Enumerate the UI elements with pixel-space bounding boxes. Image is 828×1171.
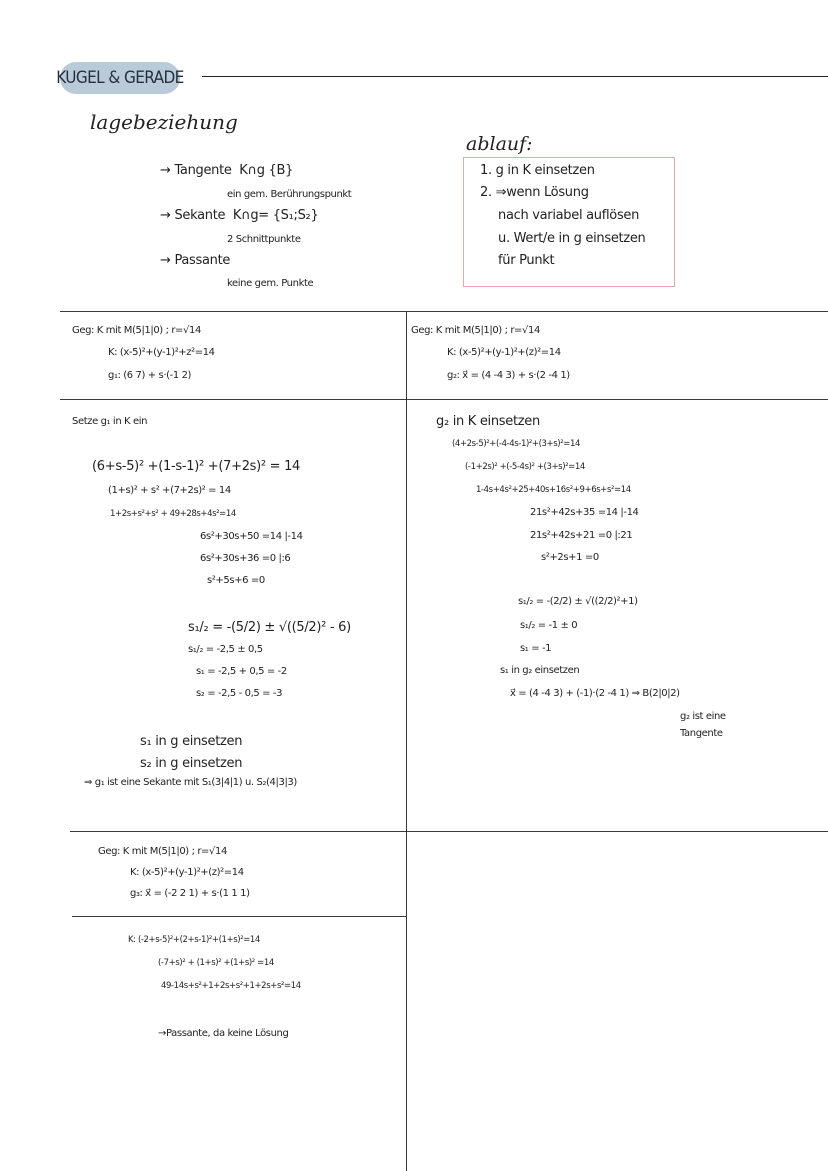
ex2-work-line-3: (-1+2s)² +(-5-4s)² +(3+s)²=14 [465, 462, 585, 472]
ex3-given-line-3: g₃: x⃗ = (-2 2 1) + s·(1 1 1) [130, 888, 250, 899]
ablauf-line-2: 2. ⇒wenn Lösung [480, 185, 589, 200]
ex1-work-line-4: 1+2s+s²+s² + 49+28s+4s²=14 [110, 509, 236, 519]
grid-divider-ex3 [72, 916, 406, 917]
ex1-work-line-3: (1+s)² + s² +(7+2s)² = 14 [108, 485, 231, 496]
ex2-work-line-11: s₁ in g₂ einsetzen [500, 665, 580, 676]
ex1-work-line-7: s²+5s+6 =0 [207, 575, 265, 586]
ex2-work-line-2: (4+2s-5)²+(-4-4s-1)²+(3+s)²=14 [452, 439, 580, 449]
ex2-given-line-1: Geg: K mit M(5|1|0) ; r=√14 [411, 325, 540, 336]
ex3-given-line-1: Geg: K mit M(5|1|0) ; r=√14 [98, 846, 227, 857]
tangente-row [160, 163, 293, 178]
ablauf-line-4: u. Wert/e in g einsetzen [498, 231, 646, 246]
ex1-given-line-2: K: (x-5)²+(y-1)²+z²=14 [108, 347, 215, 358]
sekante-row [160, 208, 318, 223]
ex1-work-line-9: s₁/₂ = -2,5 ± 0,5 [188, 644, 263, 655]
ex1-given-line-1: Geg: K mit M(5|1|0) ; r=√14 [72, 325, 201, 336]
ex1-given-line-3: g₁: (6 7) + s·(-1 2) [108, 370, 192, 381]
ex2-work-line-12: x⃗ = (4 -4 3) + (-1)·(2 -4 1) ⇒ B(2|0|2) [510, 688, 680, 699]
ex1-work-line-10: s₁ = -2,5 + 0,5 = -2 [196, 666, 287, 677]
ex2-work-line-7: s²+2s+1 =0 [541, 552, 599, 563]
grid-divider-vertical [406, 311, 407, 1171]
ex2-result-line-1: g₂ ist eine [680, 711, 726, 722]
arrow-icon: → [160, 208, 171, 223]
ex2-result-line-2: Tangente [680, 728, 723, 739]
ex1-work-line-8: s₁/₂ = -(5/2) ± √((5/2)² - 6) [188, 620, 351, 635]
passante-row [160, 253, 230, 268]
passante-label: Passante [174, 253, 231, 268]
arrow-icon: → [160, 163, 171, 178]
ex1-work-line-13: s₂ in g einsetzen [140, 756, 243, 771]
ex2-given-line-3: g₂: x⃗ = (4 -4 3) + s·(2 -4 1) [447, 370, 570, 381]
sekante-note: 2 Schnittpunkte [227, 234, 301, 245]
ex1-work-line-1: Setze g₁ in K ein [72, 416, 148, 427]
grid-divider-middle [70, 831, 828, 832]
ex1-work-line-5: 6s²+30s+50 =14 |-14 [200, 531, 303, 542]
grid-divider-given [60, 399, 828, 400]
page-title: KUGEL & GERADE [60, 62, 180, 94]
sekante-label: Sekante [174, 208, 226, 223]
passante-note: keine gem. Punkte [227, 278, 314, 289]
ex2-given-line-2: K: (x-5)²+(y-1)²+(z)²=14 [447, 347, 561, 358]
ex2-work-line-1: g₂ in K einsetzen [436, 414, 540, 429]
sekante-formula: K∩g= {S₁;S₂} [232, 208, 319, 223]
ex1-work-line-6: 6s²+30s+36 =0 |:6 [200, 553, 291, 564]
tangente-formula: K∩g {B} [239, 163, 294, 178]
ex3-work-line-2: (-7+s)² + (1+s)² +(1+s)² =14 [158, 958, 274, 968]
ex3-result: →Passante, da keine Lösung [158, 1028, 289, 1039]
tangente-note: ein gem. Berührungspunkt [227, 189, 352, 200]
tangente-label: Tangente [174, 163, 232, 178]
grid-divider-top [60, 311, 828, 312]
ex2-work-line-4: 1-4s+4s²+25+40s+16s²+9+6s+s²=14 [476, 485, 631, 495]
ex2-work-line-9: s₁/₂ = -1 ± 0 [520, 620, 578, 631]
ex2-work-line-8: s₁/₂ = -(2/2) ± √((2/2)²+1) [518, 596, 638, 607]
section-heading-lagebeziehung: lagebeziehung [90, 110, 238, 134]
ex2-work-line-10: s₁ = -1 [520, 643, 552, 654]
title-divider [202, 76, 828, 77]
ex2-work-line-6: 21s²+42s+21 =0 |:21 [530, 530, 633, 541]
ex1-work-line-2: (6+s-5)² +(1-s-1)² +(7+2s)² = 14 [92, 459, 301, 474]
ablauf-line-1: 1. g in K einsetzen [480, 163, 595, 178]
ex1-result: ⇒ g₁ ist eine Sekante mit S₁(3|4|1) u. S₂(4|3|3) [84, 777, 297, 788]
ex3-given-line-2: K: (x-5)²+(y-1)²+(z)²=14 [130, 867, 244, 878]
ex2-work-line-5: 21s²+42s+35 =14 |-14 [530, 507, 639, 518]
ablauf-heading: ablauf: [466, 133, 533, 155]
ablauf-line-3: nach variabel auflösen [498, 208, 640, 223]
ex3-work-line-1: K: (-2+s-5)²+(2+s-1)²+(1+s)²=14 [128, 935, 260, 945]
ablauf-line-5: für Punkt [498, 253, 555, 268]
ex1-work-line-12: s₁ in g einsetzen [140, 734, 243, 749]
ex1-work-line-11: s₂ = -2,5 - 0,5 = -3 [196, 688, 283, 699]
arrow-icon: → [160, 253, 171, 268]
ex3-work-line-3: 49-14s+s²+1+2s+s²+1+2s+s²=14 [161, 981, 301, 991]
